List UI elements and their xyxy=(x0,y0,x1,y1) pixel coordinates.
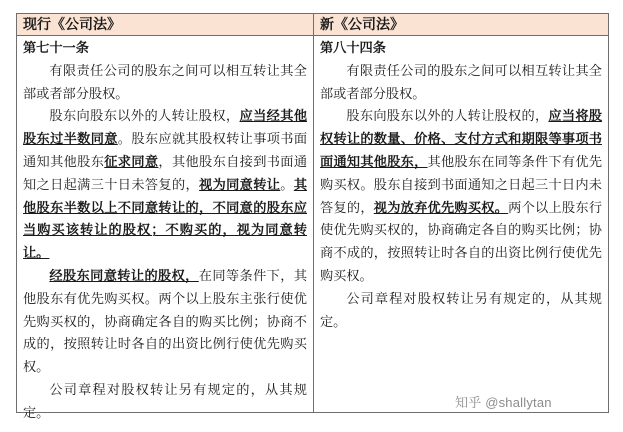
text-span: 股东向股东以外的人转让股权的， xyxy=(346,109,549,125)
text-span: 两个以上股东行使优先购买权的，协商确定各自的购买比例；协商不成的，按照转让时各自的出资比例行使优先购买权。 xyxy=(320,200,603,284)
current-law-body xyxy=(17,36,313,426)
emphasis-span: 应当经其他股东过半数同意 xyxy=(23,109,308,148)
emphasis-span: 视为同意转让 xyxy=(199,177,281,193)
current-law-header: 现行《公司法》 xyxy=(17,14,313,36)
article-71-title: 第七十一条 xyxy=(23,41,89,56)
watermark: 知乎 @shallytan xyxy=(455,395,552,410)
article-84-para-1: 有限责任公司的股东之间可以相互转让其全部或者部分股权。 xyxy=(320,63,602,102)
emphasis-span: 应当将股权转让的数量、价格、支付方式和期限等事项书面通知其他股东， xyxy=(320,109,603,170)
emphasis-span: 征求同意 xyxy=(104,154,159,170)
text-span: 。 xyxy=(280,177,294,193)
article-84-para-3: 公司章程对股权转让另有规定的，从其规定。 xyxy=(320,291,602,330)
new-law-header: 新《公司法》 xyxy=(314,14,608,36)
text-span: 其他股东在同等条件下有优先购买权。股东自接到书面通知之日起三十日内未答复的， xyxy=(320,154,603,216)
article-71-para-4: 公司章程对股权转让另有规定的，从其规定。 xyxy=(23,382,307,421)
new-law-column xyxy=(314,14,608,412)
text-span: 股东向股东以外的人转让股权， xyxy=(49,109,240,125)
article-84-title: 第八十四条 xyxy=(320,41,386,56)
emphasis-span: 其他股东半数以上不同意转让的，不同意的股东应当购买该转让的股权；不购买的，视为同意转让。 xyxy=(23,177,308,262)
emphasis-span: 经股东同意转让的股权， xyxy=(49,268,199,284)
article-71-para-2 xyxy=(23,106,307,266)
new-law-body xyxy=(314,36,608,334)
emphasis-span: 视为放弃优先购买权。 xyxy=(373,200,509,216)
current-law-column xyxy=(17,14,314,421)
article-71-para-1: 有限责任公司的股东之间可以相互转让其全部或者部分股权。 xyxy=(23,63,307,102)
text-span: ，其他股东自接到书面通知之日起满三十日未答复的， xyxy=(23,154,308,193)
article-84-para-2 xyxy=(320,106,602,288)
comparison-table xyxy=(16,13,609,421)
article-71-para-3 xyxy=(23,266,307,380)
text-span: 。股东应就其股权转让事项书面通知其他股东 xyxy=(23,132,308,170)
text-span: 在同等条件下，其他股东有优先购买权。两个以上股东主张行使优先购买权的，协商确定各自的购买比例；协商不成的，按照转让时各自的出资比例行使优先购买权。 xyxy=(23,268,308,376)
